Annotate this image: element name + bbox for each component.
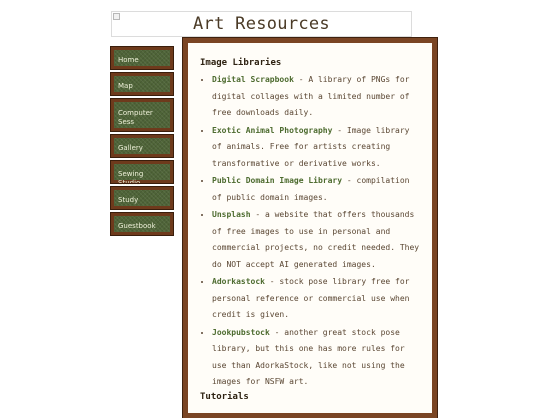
page-title: Art Resources: [193, 14, 330, 34]
resource-description: - another great stock pose library, but this one has more rules for use than AdorkaStock, like not using the images for NSFW art.: [212, 327, 405, 386]
list-item: [212, 207, 422, 273]
resource-link[interactable]: Jookpubstock: [212, 327, 270, 337]
resource-description: - compilation of public domain images.: [212, 176, 410, 202]
resource-link[interactable]: Digital Scrapbook: [212, 75, 294, 84]
nav-sewing-studio-button[interactable]: Sewing Studio: [111, 161, 173, 183]
resource-description: - Image library of animals. Free for artists creating transformative or derivative works.: [212, 125, 410, 168]
list-item: [212, 274, 422, 324]
resource-description: - a website that offers thousands of free images to use in personal and commercial projects, no credit needed. They do NOT accept AI generated images.: [212, 210, 420, 269]
resource-link[interactable]: Adorkastock: [212, 277, 265, 286]
resource-description: - A library of PNGs for digital collages with a limited number of free downloads daily.: [212, 75, 410, 117]
section-heading-tutorials: Tutorials: [200, 391, 249, 402]
site-header-banner: [111, 11, 412, 37]
resource-link[interactable]: Public Domain Image Library: [212, 176, 343, 185]
nav-gallery-button[interactable]: Gallery: [111, 135, 173, 157]
nav-map-button[interactable]: Map: [111, 73, 173, 95]
nav-computer-sess-button[interactable]: Computer Sess: [111, 99, 173, 131]
sidebar-nav: [111, 47, 173, 239]
list-item: [212, 173, 422, 206]
section-heading-image-libraries: Image Libraries: [200, 58, 282, 68]
list-item: [212, 325, 422, 391]
nav-guestbook-button[interactable]: Guestbook: [111, 213, 173, 235]
list-item: [212, 123, 422, 173]
resource-description: - stock pose library free for personal reference or commercial use when credit is given.: [212, 277, 410, 319]
resource-list: [200, 72, 422, 391]
list-item: [212, 72, 422, 122]
nav-home-button[interactable]: Home: [111, 47, 173, 69]
resource-link[interactable]: Exotic Animal Photography: [212, 125, 333, 135]
nav-study-button[interactable]: Study: [111, 187, 173, 209]
resource-link[interactable]: Unsplash: [212, 210, 251, 219]
content-panel: [183, 38, 437, 418]
